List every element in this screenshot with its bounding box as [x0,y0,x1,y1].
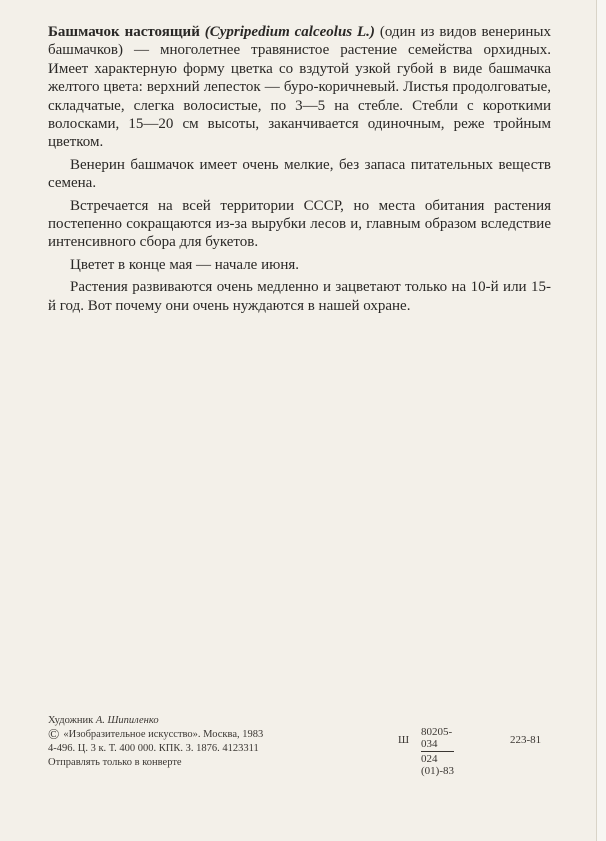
paragraph-flowering: Цветет в конце мая — начале июня. [70,256,299,273]
artist-name: А. Шипиленко [95,715,159,726]
description-text [48,23,551,319]
catalog-denominator: 024 (01)-83 [421,753,454,777]
page-edge [597,0,606,841]
paragraph-habitat: Встречается на всей территории СССР, но места обитания растения постепенно сокращаются из-за вырубки лесов и, главным образом вследствие интенсивного сбора для букетов. [48,197,551,251]
catalog-numerator: 80205-034 [421,726,453,750]
artist-credit [48,714,263,728]
paragraph-protection: Растения развиваются очень медленно и зацветают только на 10-й или 15-й год. Вот почему они очень нуждаются в нашей охране. [48,279,551,314]
mailing-note: Отправлять только в конверте [48,757,182,768]
catalog-suffix: 223-81 [510,734,542,746]
imprint [48,714,263,770]
catalog-prefix: Ш [398,734,410,746]
paragraph-intro [48,23,551,152]
print-info: 4-496. Ц. 3 к. Т. 400 000. КПК. З. 1876. 4123311 [48,743,259,754]
artist-label: Художник [48,715,94,726]
plant-name: Башмачок настоящий [48,24,200,40]
intro-text: (один из видов венериных башмачков) — многолетнее травянистое растение семейства орхидных. Имеет характерную форму цветка со вздутой узкой губой в виде башмачка желтого цвета: верхний лепесток — буро-коричневый. Листья продолговатые, складчатые, слегка волосистые, по 3—5 на стебле. Стебли с короткими волосками, 15—20 см высоты, заканчивается одиночным, реже тройным цветком. [48,24,552,151]
publisher: «Изобразительное искусство». Москва, 1983 [63,729,264,740]
catalog-fraction [421,726,454,777]
paragraph-seeds: Венерин башмачок имеет очень мелкие, без запаса питательных веществ семена. [48,156,551,192]
publisher-line [48,728,263,742]
copyright-symbol: © [48,727,60,743]
latin-name: (Cypripedium calceolus L.) [204,24,375,40]
